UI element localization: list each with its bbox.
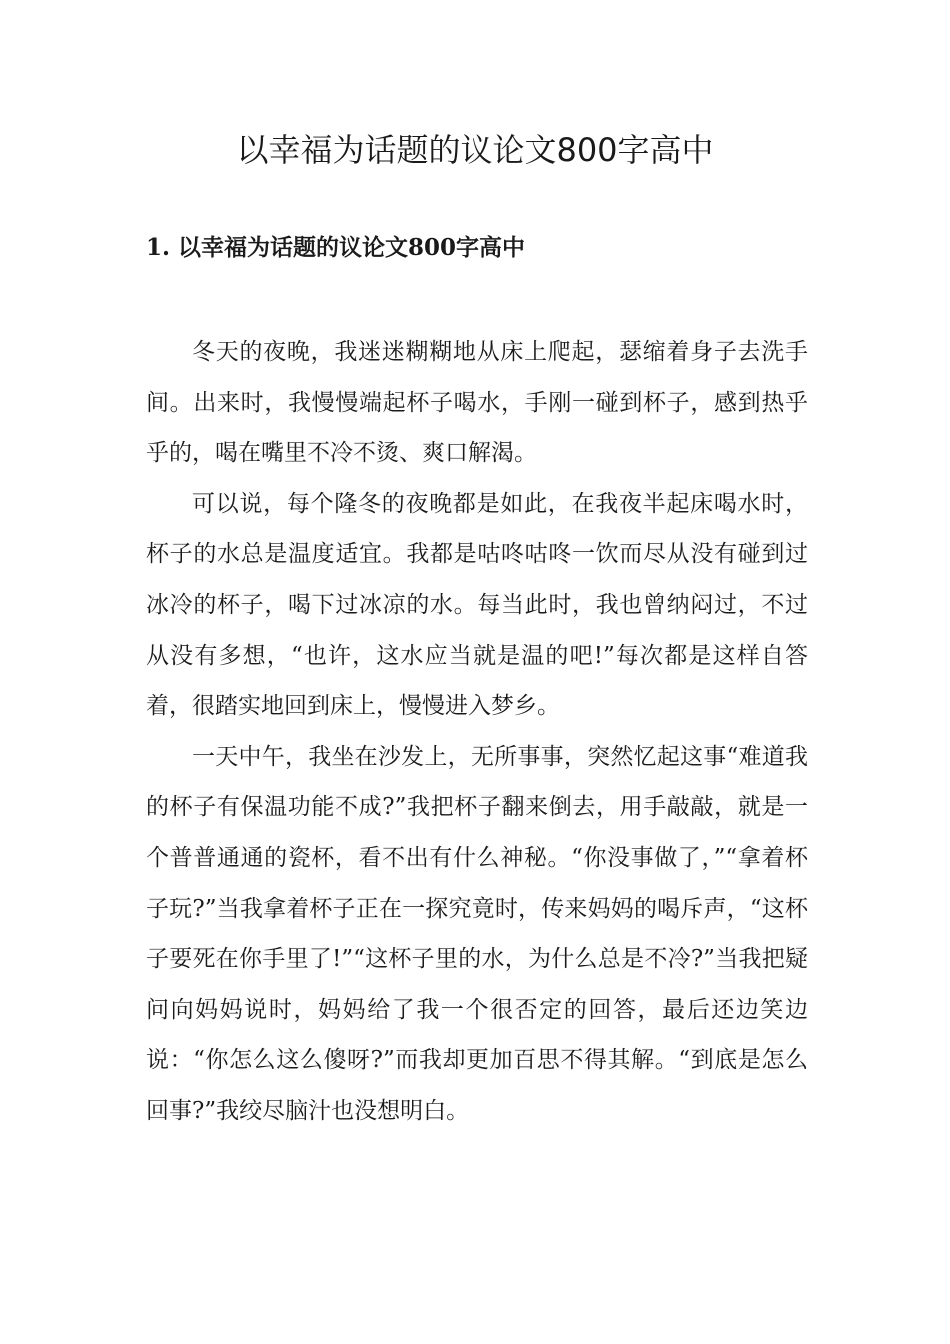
document-body xyxy=(146,327,808,1137)
paragraph-3: 一天中午，我坐在沙发上，无所事事，突然忆起这事“难道我的杯子有保温功能不成?”我把杯子翻来倒去，用手敲敲，就是一个普普通通的瓷杯，看不出有什么神秘。“你没事做了，”“拿着杯子玩?”当我拿着杯子正在一探究竟时，传来妈妈的喝斥声，“这杯子要死在你手里了!”“这杯子里的水，为什么总是不冷?”当我把疑问向妈妈说时，妈妈给了我一个很否定的回答，最后还边笑边说：“你怎么这么傻呀?”而我却更加百思不得其解。“到底是怎么回事?”我绞尽脑汁也没想明白。 xyxy=(146,743,808,1124)
document-title: 以幸福为话题的议论文800字高中 xyxy=(236,131,714,169)
section-heading: 1. 以幸福为话题的议论文800字高中 xyxy=(146,234,526,261)
paragraph-2: 可以说，每个隆冬的夜晚都是如此，在我夜半起床喝水时，杯子的水总是温度适宜。我都是咕咚咕咚一饮而尽从没有碰到过冰冷的杯子，喝下过冰凉的水。每当此时，我也曾纳闷过，不过从没有多想，“也许，这水应当就是温的吧!”每次都是这样自答着，很踏实地回到床上，慢慢进入梦乡。 xyxy=(146,490,808,720)
paragraph-1: 冬天的夜晚，我迷迷糊糊地从床上爬起，瑟缩着身子去洗手间。出来时，我慢慢端起杯子喝水，手刚一碰到杯子，感到热乎乎的，喝在嘴里不冷不烫、爽口解渴。 xyxy=(146,339,808,467)
